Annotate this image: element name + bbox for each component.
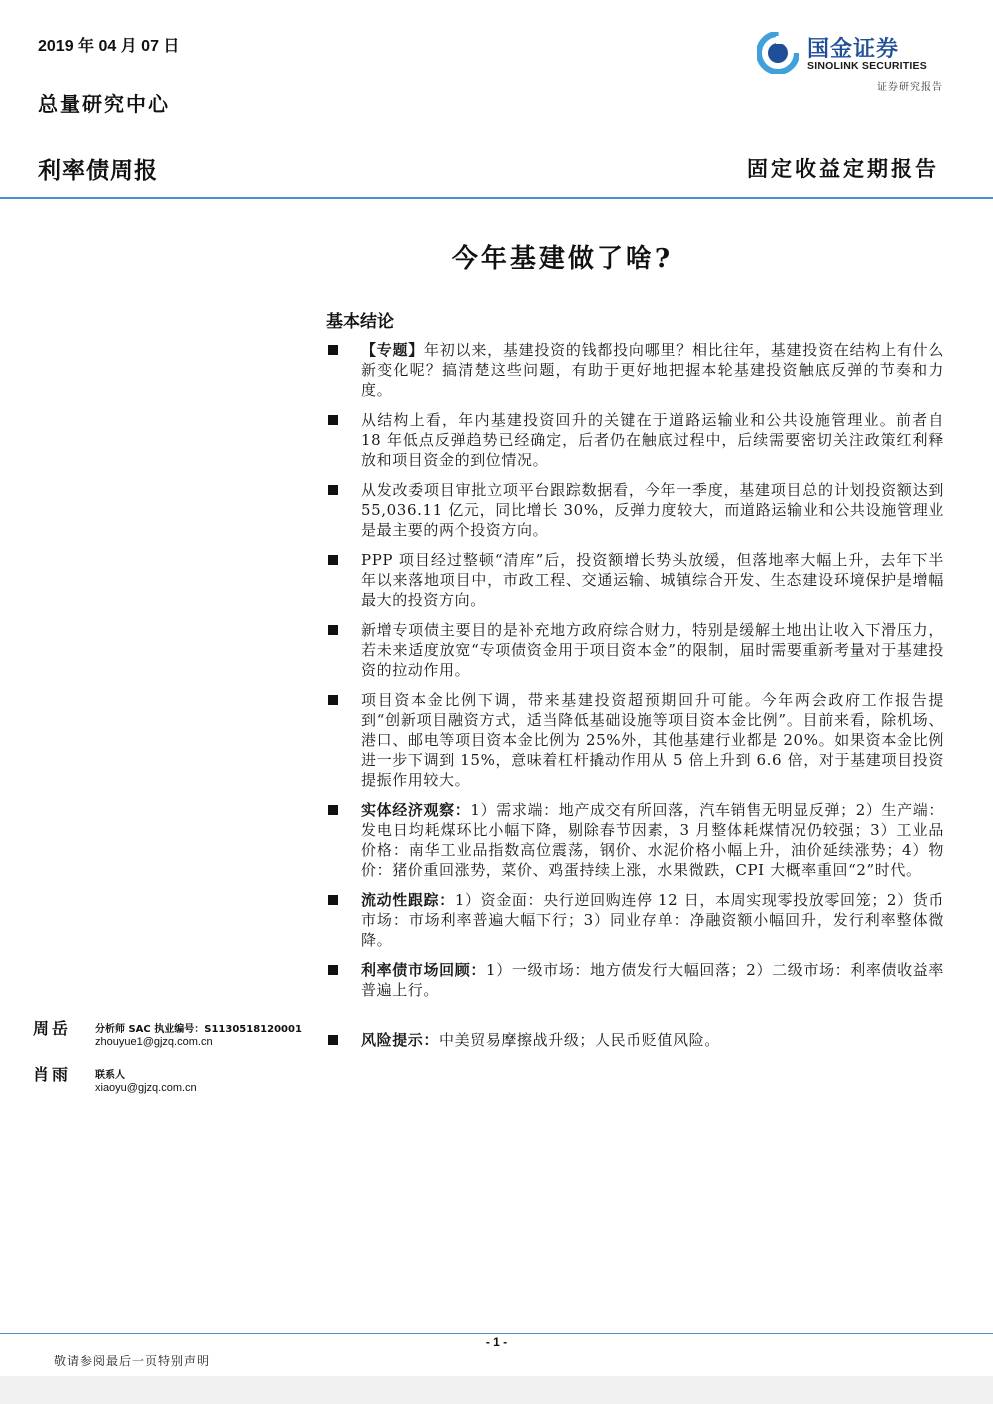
- list-item: [326, 1030, 944, 1050]
- disclaimer-note: 敬请参阅最后一页特别声明: [54, 1354, 211, 1368]
- bullet-square-icon: [328, 1035, 338, 1045]
- bullet-text: 从发改委项目审批立项平台跟踪数据看，今年一季度，基建项目总的计划投资额达到 55,036.11 亿元，同比增长 30%，反弹力度较大，而道路运输业和公共设施管理业是最主要的两个投资方向。: [361, 481, 944, 539]
- bullet-text: 新增专项债主要目的是补充地方政府综合财力，特别是缓解土地出让收入下滑压力，若未来适度放宽“专项债资金用于项目资本金”的限制，届时需要重新考量对于基建投资的拉动作用。: [361, 621, 944, 679]
- bullet-lead: 流动性跟踪：: [361, 891, 455, 909]
- bullet-text: 从结构上看，年内基建投资回升的关键在于道路运输业和公共设施管理业。前者自 18 年低点反弹趋势已经确定，后者仍在触底过程中，后续需要密切关注政策红利释放和项目资金的到位情况。: [361, 411, 944, 469]
- department-name: 总量研究中心: [38, 92, 170, 116]
- bullet-text: PPP 项目经过整顿“清库”后，投资额增长势头放缓，但落地率大幅上升，去年下半年以来落地项目中，市政工程、交通运输、城镇综合开发、生态建设环境保护是增幅最大的投资方向。: [361, 551, 944, 609]
- bullet-square-icon: [328, 345, 338, 355]
- page-number: - 1 -: [485, 1335, 508, 1349]
- bullet-square-icon: [328, 415, 338, 425]
- header-divider: [0, 197, 993, 199]
- report-type: 利率债周报: [38, 158, 158, 184]
- conclusion-list: [326, 340, 944, 1050]
- analyst-name: 周岳: [33, 1019, 72, 1038]
- bullet-text: 1）资金面：央行逆回购连停 12 日，本周实现零投放零回笼；2）货币市场：市场利率普遍大幅下行；3）同业存单：净融资额小幅回升，发行利率整体微降。: [361, 891, 944, 949]
- report-title: 今年基建做了啥?: [451, 244, 674, 274]
- bullet-square-icon: [328, 695, 338, 705]
- analyst-name: 肖雨: [33, 1065, 72, 1084]
- bullet-text: 年初以来，基建投资的钱都投向哪里？相比往年，基建投资在结构上有什么新变化呢？搞清楚这些问题，有助于更好地把握本轮基建投资触底反弹的节奏和力度。: [361, 341, 944, 399]
- bullet-lead: 【专题】: [361, 341, 425, 359]
- bullet-square-icon: [328, 965, 338, 975]
- bullet-lead: 风险提示：: [361, 1031, 440, 1049]
- bullet-lead: 利率债市场回顾：: [361, 961, 487, 979]
- footer-divider: [0, 1333, 993, 1334]
- analyst-role: 联系人: [95, 1070, 125, 1081]
- logo-name-en: SINOLINK SECURITIES: [807, 60, 927, 72]
- bullet-square-icon: [328, 805, 338, 815]
- list-item: [326, 890, 944, 950]
- bullet-square-icon: [328, 555, 338, 565]
- company-logo: [757, 30, 947, 78]
- list-item: [326, 410, 944, 470]
- list-item: [326, 340, 944, 400]
- analyst-email[interactable]: zhouyue1@gjzq.com.cn: [95, 1036, 213, 1048]
- logo-name-cn: 国金证券: [807, 37, 900, 62]
- report-category: 固定收益定期报告: [747, 156, 939, 181]
- bullet-square-icon: [328, 625, 338, 635]
- bullet-text: 中美贸易摩擦战升级；人民币贬值风险。: [439, 1031, 720, 1049]
- report-date: 2019 年 04 月 07 日: [38, 38, 180, 55]
- bullet-text: 项目资本金比例下调，带来基建投资超预期回升可能。今年两会政府工作报告提到“创新项目融资方式，适当降低基础设施等项目资本金比例”。目前来看，除机场、港口、邮电等项目资本金比例为 25%外，其他基建行业都是 20%。如果资本金比例进一步下调到 15%，意味着杠杆撬动作用从 5 倍上升到 6.6 倍，对于基建项目投资提振作用较大。: [361, 691, 944, 789]
- section-heading: 基本结论: [326, 312, 394, 332]
- list-item: [326, 690, 944, 790]
- sinolink-logo-icon: [757, 32, 799, 74]
- bullet-square-icon: [328, 485, 338, 495]
- bullet-square-icon: [328, 895, 338, 905]
- list-item: [326, 480, 944, 540]
- list-item: [326, 960, 944, 1000]
- bullet-lead: 实体经济观察：: [361, 801, 471, 819]
- logo-subtitle: 证券研究报告: [877, 82, 943, 93]
- list-item: [326, 620, 944, 680]
- bullet-text: 1）一级市场：地方债发行大幅回落；2）二级市场：利率债收益率普遍上行。: [361, 961, 944, 999]
- list-item: [326, 550, 944, 610]
- footer-band: [0, 1376, 993, 1404]
- list-item: [326, 800, 944, 880]
- bullet-text: 1）需求端：地产成交有所回落，汽车销售无明显反弹；2）生产端：发电日均耗煤环比小幅下降，剔除春节因素，3 月整体耗煤情况仍较强；3）工业品价格：南华工业品指数高位震荡，钢价、水泥价格小幅上升，油价延续涨势；4）物价：猪价重回涨势，菜价、鸡蛋持续上涨，水果微跌，CPI 大概率重回“2”时代。: [361, 801, 944, 879]
- analyst-role: 分析师 SAC 执业编号：S1130518120001: [95, 1024, 302, 1035]
- analyst-email[interactable]: xiaoyu@gjzq.com.cn: [95, 1082, 197, 1094]
